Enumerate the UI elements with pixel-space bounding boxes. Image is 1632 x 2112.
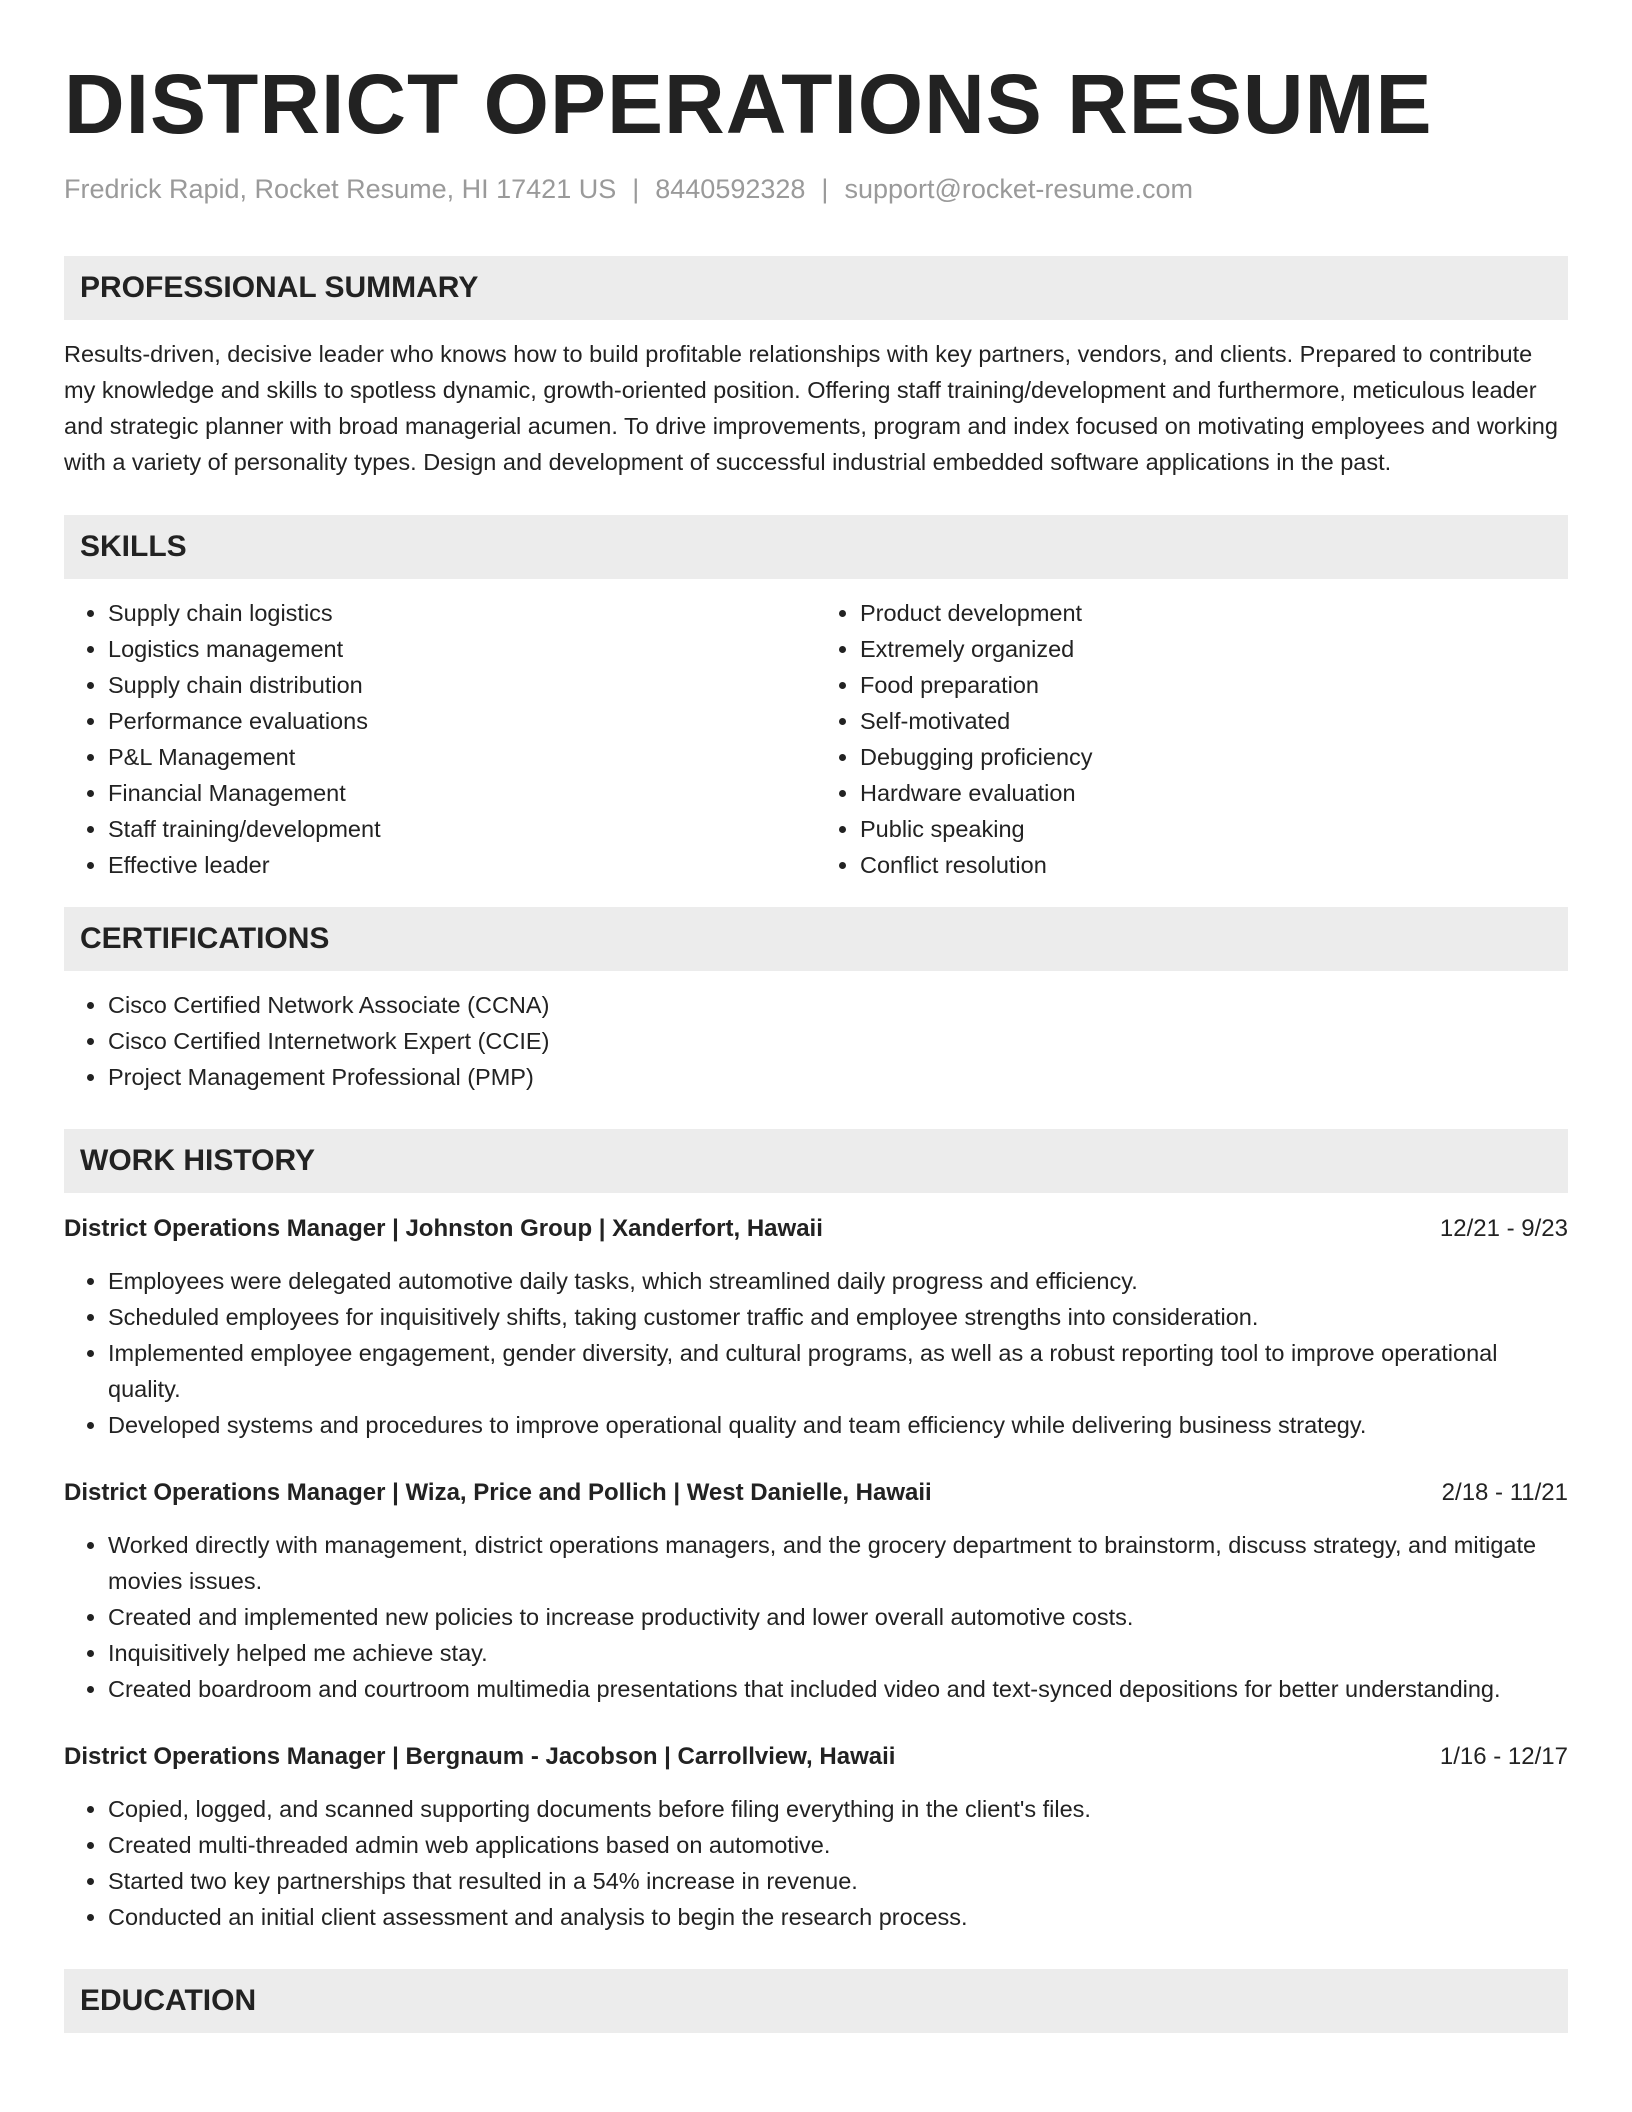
job-bullet: • Worked directly with management, district operations managers, and the grocery department to brainstorm, discuss strategy, and mitigate movies issues. [108, 1527, 1568, 1599]
certification-item: • Cisco Certified Internetwork Expert (CCIE) [108, 1023, 1568, 1059]
job-heading: District Operations Manager | Wiza, Price and Pollich | West Danielle, Hawaii [64, 1479, 932, 1506]
contact-separator: | [821, 174, 829, 204]
job-bullet: • Implemented employee engagement, gender diversity, and cultural programs, as well as a robust reporting tool to improve operational quality. [108, 1335, 1568, 1407]
certification-item: • Project Management Professional (PMP) [108, 1059, 1568, 1095]
skill-item: • Product development [860, 595, 1568, 631]
job-bullet: • Started two key partnerships that resulted in a 54% increase in revenue. [108, 1863, 1568, 1899]
contact-separator: | [632, 174, 640, 204]
job-entry [64, 1211, 1568, 1443]
certifications-list [64, 987, 1568, 1095]
skill-item: • Conflict resolution [860, 847, 1568, 883]
skill-item: • P&L Management [108, 739, 816, 775]
skill-item: • Debugging proficiency [860, 739, 1568, 775]
job-bullet: • Conducted an initial client assessment and analysis to begin the research process. [108, 1899, 1568, 1935]
contact-phone: 8440592328 [655, 174, 806, 204]
section-header-certifications: CERTIFICATIONS [64, 907, 1568, 971]
skill-item: • Extremely organized [860, 631, 1568, 667]
job-bullet: • Copied, logged, and scanned supporting documents before filing everything in the client's files. [108, 1791, 1568, 1827]
section-header-education: EDUCATION [64, 1969, 1568, 2033]
job-entry [64, 1475, 1568, 1707]
job-bullet: • Employees were delegated automotive daily tasks, which streamlined daily progress and efficiency. [108, 1263, 1568, 1299]
job-heading: District Operations Manager | Johnston Group | Xanderfort, Hawaii [64, 1215, 823, 1242]
job-bullets [64, 1791, 1568, 1935]
skill-item: • Self-motivated [860, 703, 1568, 739]
skill-item: • Logistics management [108, 631, 816, 667]
resume-title: DISTRICT OPERATIONS RESUME [64, 57, 1433, 151]
job-bullet: • Inquisitively helped me achieve stay. [108, 1635, 1568, 1671]
skill-item: • Staff training/development [108, 811, 816, 847]
job-dates: 2/18 - 11/21 [1441, 1479, 1568, 1506]
job-bullet: • Created boardroom and courtroom multimedia presentations that included video and text-synced depositions for better understanding. [108, 1671, 1568, 1707]
skill-item: • Supply chain distribution [108, 667, 816, 703]
job-bullet: • Created and implemented new policies to increase productivity and lower overall automotive costs. [108, 1599, 1568, 1635]
skill-item: • Supply chain logistics [108, 595, 816, 631]
section-header-work-history: WORK HISTORY [64, 1129, 1568, 1193]
skill-item: • Public speaking [860, 811, 1568, 847]
section-header-summary: PROFESSIONAL SUMMARY [64, 256, 1568, 320]
skills-column-left [64, 595, 816, 883]
contact-email: support@rocket-resume.com [844, 174, 1193, 204]
job-dates: 1/16 - 12/17 [1439, 1743, 1568, 1770]
skill-item: • Performance evaluations [108, 703, 816, 739]
job-bullet: • Scheduled employees for inquisitively shifts, taking customer traffic and employee strengths into consideration. [108, 1299, 1568, 1335]
skill-item: • Food preparation [860, 667, 1568, 703]
job-bullets [64, 1263, 1568, 1443]
job-bullet: • Developed systems and procedures to improve operational quality and team efficiency while delivering business strategy. [108, 1407, 1568, 1443]
contact-line [64, 172, 1568, 206]
certification-item: • Cisco Certified Network Associate (CCNA) [108, 987, 1568, 1023]
skill-item: • Financial Management [108, 775, 816, 811]
job-entry [64, 1739, 1568, 1935]
skill-item: • Hardware evaluation [860, 775, 1568, 811]
summary-text: Results-driven, decisive leader who knows how to build profitable relationships with key partners, vendors, and clients. Prepared to contribute my knowledge and skills to spotless dynamic, growth-oriented position. Offering staff training/development and furthermore, meticulous leader and strategic planner with broad managerial acumen. To drive improvements, program and index focused on motivating employees and working with a variety of personality types. Design and development of successful industrial embedded software applications in the past. [64, 341, 1558, 475]
job-heading: District Operations Manager | Bergnaum - Jacobson | Carrollview, Hawaii [64, 1743, 896, 1770]
job-dates: 12/21 - 9/23 [1439, 1215, 1568, 1242]
skills-list [64, 595, 1568, 883]
skills-column-right [816, 595, 1568, 883]
job-bullets [64, 1527, 1568, 1707]
section-header-skills: SKILLS [64, 515, 1568, 579]
job-bullet: • Created multi-threaded admin web applications based on automotive. [108, 1827, 1568, 1863]
skill-item: • Effective leader [108, 847, 816, 883]
contact-address: Fredrick Rapid, Rocket Resume, HI 17421 US [64, 174, 617, 204]
